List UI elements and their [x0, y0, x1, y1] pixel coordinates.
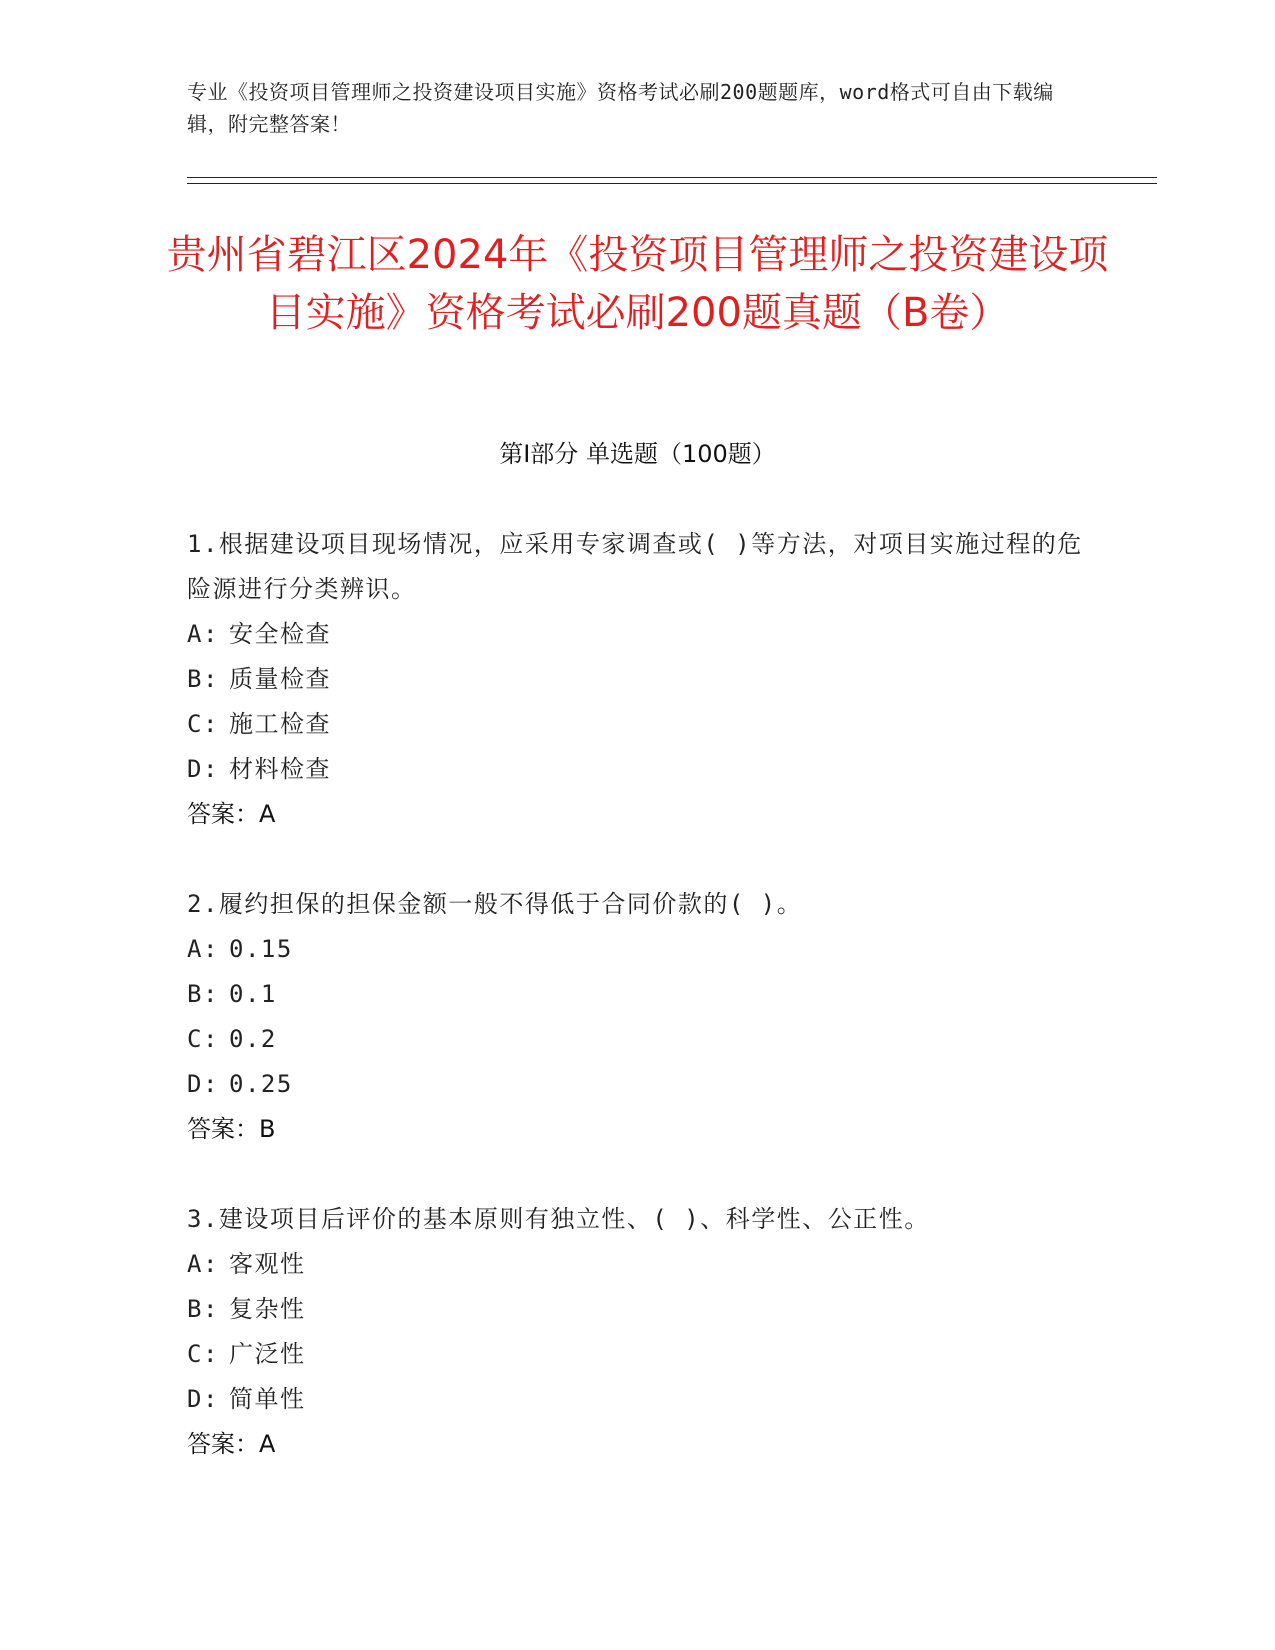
option-key: A: [187, 935, 219, 963]
header-note: 专业《投资项目管理师之投资建设项目实施》资格考试必刷200题题库，word格式可自由下载编辑，附完整答案！ [187, 80, 1054, 136]
option-text: 0.15 [229, 935, 293, 963]
option-text: 施工检查 [229, 710, 331, 738]
question-stem: 1.根据建设项目现场情况，应采用专家调查或( )等方法，对项目实施过程的危险源进行分类辨识。 [187, 530, 1083, 603]
option-c [187, 1017, 1087, 1062]
option-a [187, 927, 1087, 972]
option-text: 0.25 [229, 1070, 293, 1098]
answer-line: 答案：A [187, 800, 276, 828]
option-text: 0.1 [229, 980, 277, 1008]
option-key: D: [187, 755, 219, 783]
option-d [187, 1062, 1087, 1107]
option-d [187, 747, 1087, 792]
option-text: 客观性 [229, 1250, 306, 1278]
option-text: 质量检查 [229, 665, 331, 693]
option-text: 广泛性 [229, 1340, 306, 1368]
header-divider-bottom [187, 183, 1157, 184]
option-text: 材料检查 [229, 755, 331, 783]
option-key: C: [187, 710, 219, 738]
option-text: 简单性 [229, 1385, 306, 1413]
option-c [187, 1332, 1087, 1377]
option-key: D: [187, 1070, 219, 1098]
option-key: B: [187, 980, 219, 1008]
section-heading: 第I部分 单选题（100题） [499, 440, 776, 468]
option-key: A: [187, 620, 219, 648]
option-key: D: [187, 1385, 219, 1413]
question-stem: 3.建设项目后评价的基本原则有独立性、( )、科学性、公正性。 [187, 1205, 930, 1233]
question-3 [187, 1197, 1087, 1467]
option-text: 0.2 [229, 1025, 277, 1053]
option-text: 安全检查 [229, 620, 331, 648]
question-1 [187, 522, 1087, 837]
option-b [187, 972, 1087, 1017]
option-b [187, 1287, 1087, 1332]
option-a [187, 1242, 1087, 1287]
option-b [187, 657, 1087, 702]
header-divider-top [187, 177, 1157, 178]
answer-line: 答案：A [187, 1430, 276, 1458]
option-key: C: [187, 1340, 219, 1368]
option-c [187, 702, 1087, 747]
option-key: A: [187, 1250, 219, 1278]
document-title: 贵州省碧江区2024年《投资项目管理师之投资建设项目实施》资格考试必刷200题真题（B卷） [166, 232, 1109, 336]
question-stem: 2.履约担保的担保金额一般不得低于合同价款的( )。 [187, 890, 803, 918]
option-key: C: [187, 1025, 219, 1053]
option-text: 复杂性 [229, 1295, 306, 1323]
option-d [187, 1377, 1087, 1422]
question-2 [187, 882, 1087, 1152]
option-a [187, 612, 1087, 657]
option-key: B: [187, 665, 219, 693]
option-key: B: [187, 1295, 219, 1323]
question-list [187, 522, 1087, 1512]
answer-line: 答案：B [187, 1115, 276, 1143]
